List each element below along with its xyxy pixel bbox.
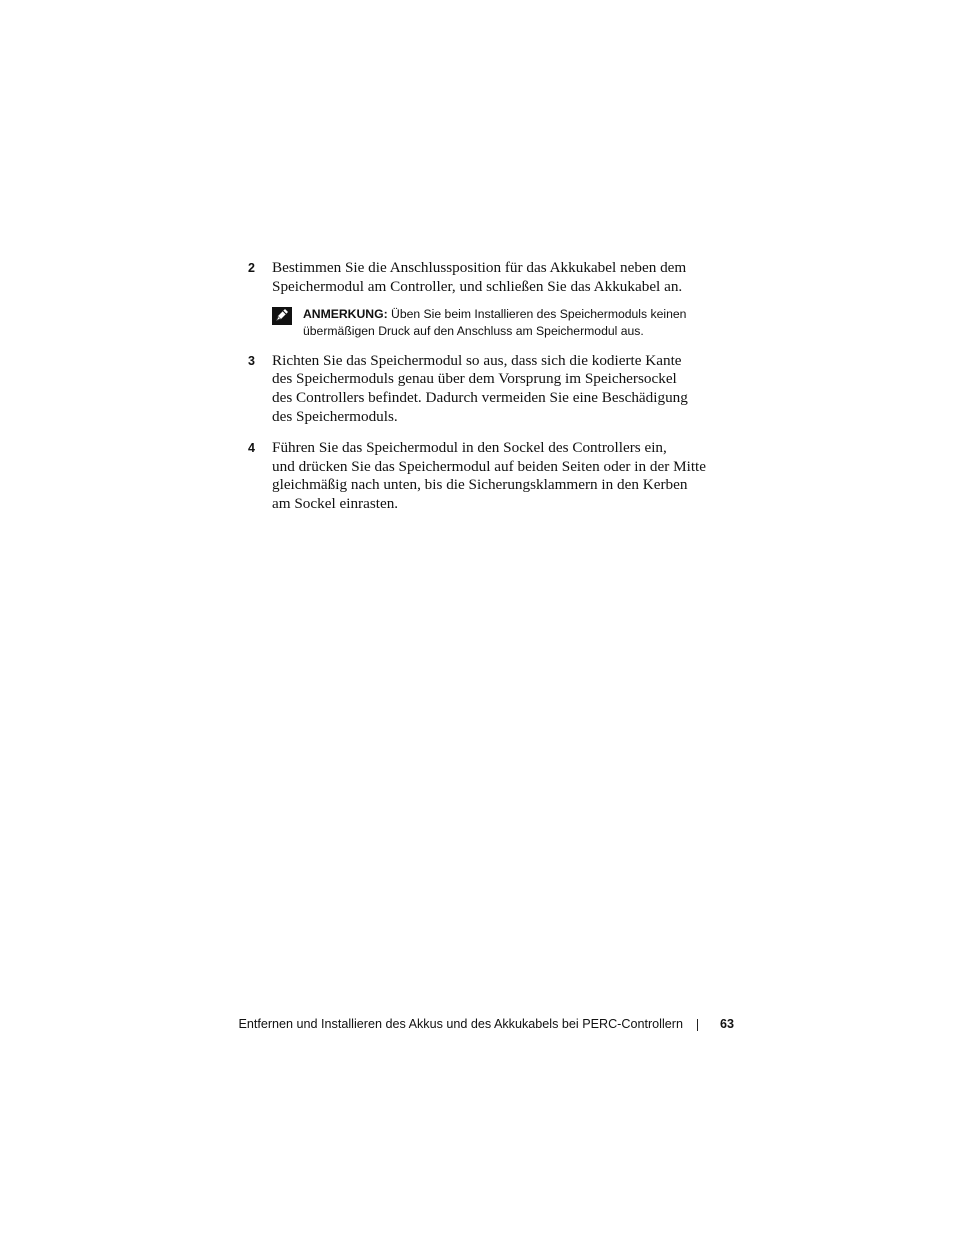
note-text-line: Üben Sie beim Installieren des Speichermoduls keinen xyxy=(391,306,687,321)
page-footer xyxy=(200,1014,734,1034)
step-text-line: des Speichermoduls genau über dem Vorsprung im Speichersockel xyxy=(272,370,677,388)
step-text-line: des Controllers befindet. Dadurch vermeiden Sie eine Beschädigung xyxy=(272,389,688,407)
step-number: 3 xyxy=(248,353,255,368)
footer-chapter-title: Entfernen und Installieren des Akkus und des Akkukabels bei PERC-Controllern xyxy=(238,1017,683,1031)
step-3 xyxy=(248,352,738,427)
main-content xyxy=(248,259,738,514)
step-text-line: Bestimmen Sie die Anschlussposition für das Akkukabel neben dem xyxy=(272,259,687,276)
step-text-line: am Sockel einrasten. xyxy=(272,495,399,513)
note-label: ANMERKUNG: xyxy=(303,306,388,321)
step-text-line: Führen Sie das Speichermodul in den Sockel des Controllers ein, xyxy=(272,438,667,456)
footer-separator xyxy=(697,1019,698,1031)
step-text-line: Richten Sie das Speichermodul so aus, dass sich die kodierte Kante xyxy=(272,351,682,369)
step-4 xyxy=(248,439,738,514)
step-number: 2 xyxy=(248,261,255,275)
note-pencil-icon xyxy=(272,307,292,325)
note-text-line: übermäßigen Druck auf den Anschluss am Speichermodul aus. xyxy=(303,324,644,339)
step-2 xyxy=(248,259,738,297)
note-box xyxy=(272,306,738,341)
step-text-line: Speichermodul am Controller, und schließen Sie das Akkukabel an. xyxy=(272,277,683,295)
step-text-line: des Speichermoduls. xyxy=(272,407,398,425)
page-number: 63 xyxy=(719,1017,734,1031)
step-text-line: gleichmäßig nach unten, bis die Sicherungsklammern in den Kerben xyxy=(272,476,688,494)
step-number: 4 xyxy=(248,440,255,455)
step-text-line: und drücken Sie das Speichermodul auf beiden Seiten oder in der Mitte xyxy=(272,457,706,475)
